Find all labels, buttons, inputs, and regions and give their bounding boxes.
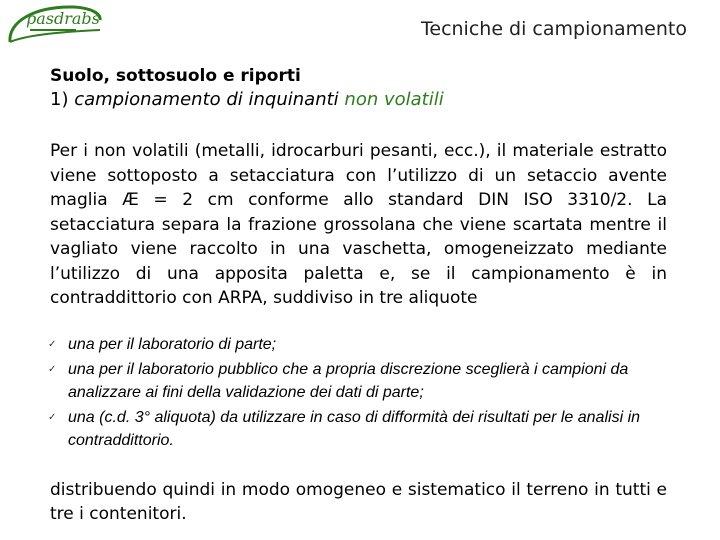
- checkmark-icon: ✓: [48, 412, 57, 423]
- body-paragraph: Per i non volatili (metalli, idrocarburi pesanti, ecc.), il materiale estratto viene sottoposto a setacciatura con l’utilizzo di un setaccio avente maglia Æ = 2 cm conforme allo standard DIN ISO 3310/2. La setacciatura separa la frazione grossolana che viene scartata mentre il vagliato viene raccolto in una vaschetta, omogeneizzato mediante l’utilizzo di una apposita paletta e, se il campionamento è in contraddittorio con ARPA, suddiviso in tre aliquote: [50, 141, 667, 308]
- aliquot-list: [48, 333, 668, 454]
- list-item-text: una per il laboratorio pubblico che a propria discrezione sceglierà i campioni da analizzare ai fini della validazione dei dati di parte;: [68, 361, 629, 401]
- heading-number: 1): [50, 89, 69, 110]
- list-item: [48, 333, 668, 356]
- section-heading: [50, 89, 444, 110]
- svg-text:pasdrabs: pasdrabs: [26, 9, 100, 28]
- closing-paragraph: distribuendo quindi in modo omogeneo e sistematico il terreno in tutti e tre i contenitori.: [50, 480, 667, 524]
- company-logo: [4, 2, 104, 48]
- checkmark-icon: ✓: [48, 339, 57, 350]
- section-subtitle: Suolo, sottosuolo e riporti: [50, 66, 301, 86]
- list-item: [48, 358, 668, 404]
- list-item-text: una per il laboratorio di parte;: [68, 336, 277, 353]
- list-item: [48, 406, 668, 452]
- page-title: Tecniche di campionamento: [421, 18, 687, 40]
- heading-italic-text: campionamento di inquinanti: [74, 89, 339, 110]
- heading-green-text: non volatili: [344, 89, 444, 110]
- logo-graphic: [4, 2, 104, 48]
- list-item-text: una (c.d. 3° aliquota) da utilizzare in caso di difformità dei risultati per le analisi in contraddittorio.: [68, 409, 641, 449]
- checkmark-icon: ✓: [48, 364, 57, 375]
